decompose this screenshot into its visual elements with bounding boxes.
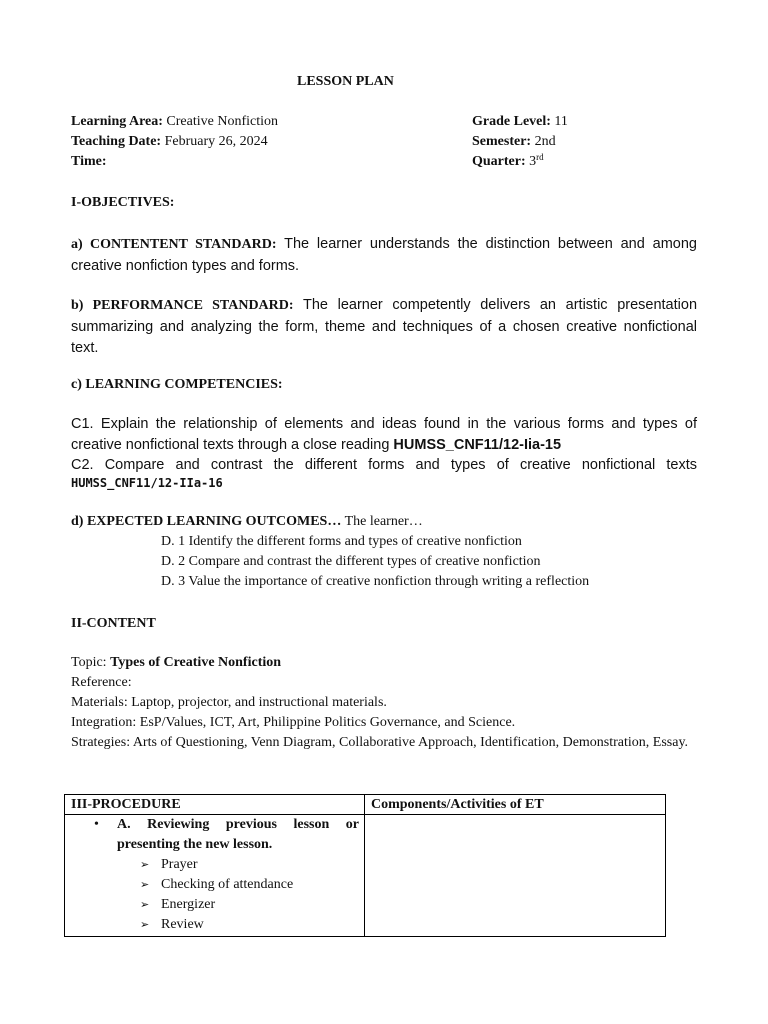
content-standard-paragraph xyxy=(71,234,697,277)
procedure-table xyxy=(64,794,666,937)
content-standard-text: The learner understands the distinction between and among creative nonfiction types and forms. xyxy=(71,236,697,274)
components-cell xyxy=(365,815,666,937)
topic-line xyxy=(71,653,281,673)
arrow-bullet-icon: ➢ xyxy=(140,918,150,931)
outcomes-intro: The learner… xyxy=(341,514,423,529)
competency-c2: C2. Compare and contrast the different forms and types of creative nonfictional texts xyxy=(71,457,697,473)
grade-level-line xyxy=(472,112,568,132)
table-row xyxy=(65,815,666,937)
teaching-date-line xyxy=(71,132,268,152)
quarter-value: 3 xyxy=(525,154,537,169)
quarter-suffix: rd xyxy=(536,152,544,162)
semester-value: 2nd xyxy=(531,134,556,149)
topic-value: Types of Creative Nonfiction xyxy=(110,655,282,670)
list-item xyxy=(140,895,215,915)
time-label: Time: xyxy=(71,154,107,169)
performance-standard-paragraph xyxy=(71,295,697,360)
components-column-header: Components/Activities of ET xyxy=(371,797,544,812)
procedure-cell xyxy=(65,815,365,937)
table-header-row xyxy=(65,795,666,815)
subitem-label: Energizer xyxy=(161,897,216,912)
subitem-label: Review xyxy=(161,917,204,932)
arrow-bullet-icon: ➢ xyxy=(140,878,150,891)
c1-code: HUMSS_CNF11/12-Iia-15 xyxy=(393,436,562,453)
quarter-line xyxy=(472,152,544,172)
procedure-item-a: A. Reviewing previous lesson or presenting the new lesson. xyxy=(117,817,359,852)
learning-area-line xyxy=(71,112,278,132)
table-header-cell xyxy=(365,795,666,815)
teaching-date-label: Teaching Date: xyxy=(71,134,162,149)
competency-c1 xyxy=(71,414,697,455)
learning-area-label: Learning Area: xyxy=(71,114,163,129)
outcome-d2: D. 2 Compare and contrast the different types of creative nonfiction xyxy=(161,554,541,569)
objectives-heading: I-OBJECTIVES: xyxy=(71,195,175,210)
integration-line: Integration: EsP/Values, ICT, Art, Philippine Politics Governance, and Science. xyxy=(71,715,516,730)
arrow-bullet-icon: ➢ xyxy=(140,858,150,871)
outcome-d1: D. 1 Identify the different forms and types of creative nonfiction xyxy=(161,534,522,549)
bullet-icon: • xyxy=(94,817,99,832)
outcomes-label: d) EXPECTED LEARNING OUTCOMES… xyxy=(71,514,342,529)
strategies-line: Strategies: Arts of Questioning, Venn Diagram, Collaborative Approach, Identification, Demonstration, Essay. xyxy=(71,735,689,750)
teaching-date-value: February 26, 2024 xyxy=(161,134,268,149)
procedure-column-header: III-PROCEDURE xyxy=(71,797,181,812)
semester-label: Semester: xyxy=(472,134,532,149)
content-heading: II-CONTENT xyxy=(71,616,156,631)
outcome-d3: D. 3 Value the importance of creative nonfiction through writing a reflection xyxy=(161,574,590,589)
procedure-cell-content xyxy=(65,815,364,936)
quarter-label: Quarter: xyxy=(472,154,526,169)
semester-line xyxy=(472,132,556,152)
list-item xyxy=(140,915,204,935)
list-item xyxy=(140,855,198,875)
materials-line: Materials: Laptop, projector, and instructional materials. xyxy=(71,695,387,710)
list-item xyxy=(140,875,293,895)
c1-text: C1. Explain the relationship of elements and ideas found in the various forms and types of creative nonfictional texts through a close reading xyxy=(71,416,697,453)
topic-label: Topic: xyxy=(71,655,111,670)
subitem-label: Checking of attendance xyxy=(161,877,294,892)
reference-line: Reference: xyxy=(71,675,132,690)
grade-level-value: 11 xyxy=(550,114,568,129)
content-standard-label: a) CONTENTENT STANDARD: xyxy=(71,237,277,252)
performance-standard-label: b) PERFORMANCE STANDARD: xyxy=(71,298,294,313)
learning-area-value: Creative Nonfiction xyxy=(162,114,278,129)
subitem-label: Prayer xyxy=(161,857,198,872)
page-title: LESSON PLAN xyxy=(297,74,394,89)
grade-level-label: Grade Level: xyxy=(472,114,551,129)
arrow-bullet-icon: ➢ xyxy=(140,898,150,911)
competencies-heading: c) LEARNING COMPETENCIES: xyxy=(71,377,283,392)
performance-standard-text: The learner competently delivers an artistic presentation summarizing and analyzing the form, theme and techniques of a chosen creative nonfictional text. xyxy=(71,297,698,356)
table-header-cell xyxy=(65,795,365,815)
outcomes-line xyxy=(71,512,423,532)
c2-code: HUMSS_CNF11/12-IIa-16 xyxy=(71,476,223,490)
